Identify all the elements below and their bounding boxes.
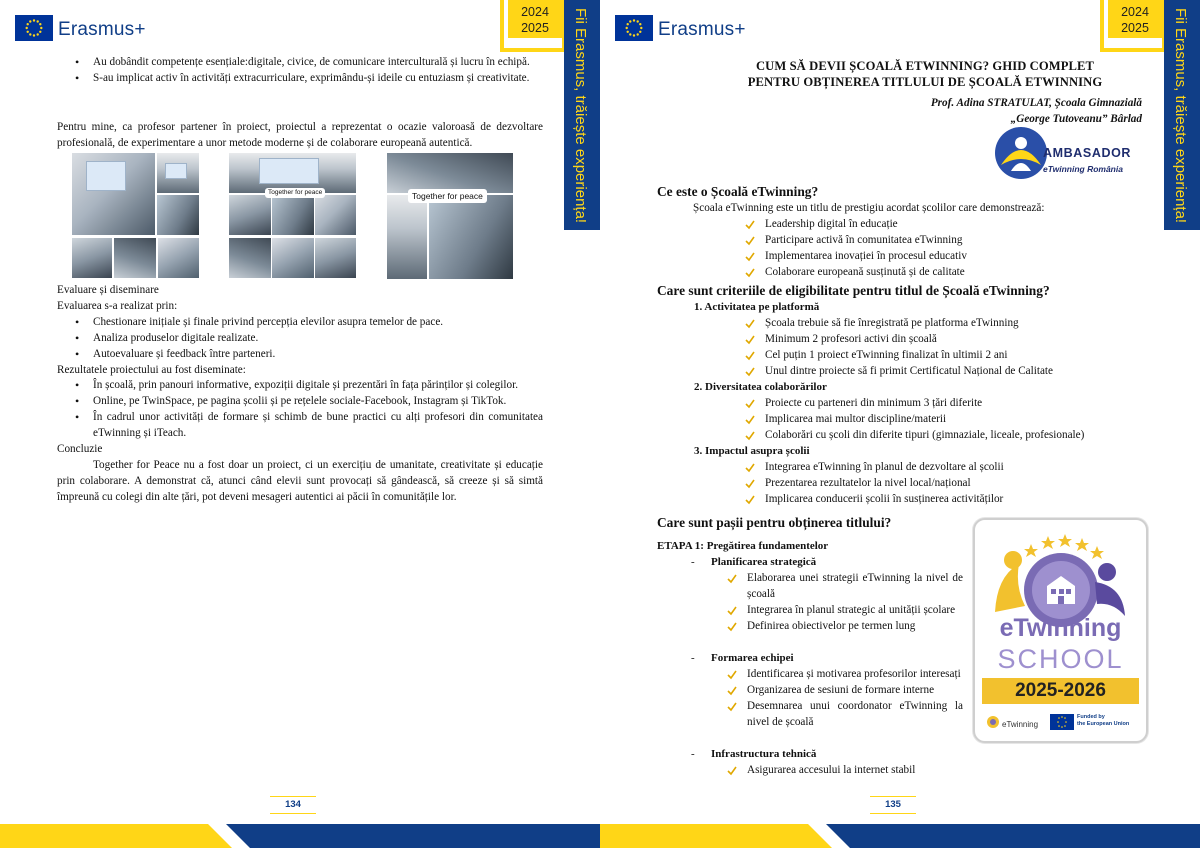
list-item: • S-au implicat activ în activități extracurriculare, exprimându-și ideile cu entuziasm și creativitate.	[73, 71, 543, 87]
list-item: Cel puțin 1 proiect eTwinning finalizat în ultimii 2 ani	[745, 348, 1165, 364]
etwinning-school-badge	[973, 518, 1148, 743]
author-line: Prof. Adina STRATULAT, Școala Gimnazială	[930, 97, 1142, 109]
photo	[158, 238, 199, 278]
photo	[429, 195, 513, 279]
section-heading: Care sunt pașii pentru obținerea titlului?	[657, 515, 892, 530]
section-heading: Ce este o Școală eTwinning?	[657, 184, 819, 199]
erasmus-logo	[15, 15, 155, 45]
list-item: • Chestionare inițiale și finale privind percepția elevilor asupra temelor de pace.	[73, 315, 543, 331]
check-icon	[727, 622, 737, 632]
list-item: Implicarea conducerii școlii în susținerea activităților	[745, 492, 1165, 508]
badge-years: 2025-2026	[982, 678, 1139, 704]
check-icon	[745, 431, 755, 441]
check-icon	[727, 766, 737, 776]
side-slogan-band	[1164, 0, 1200, 230]
check-icon	[727, 670, 737, 680]
footer-stripe	[0, 824, 600, 848]
list-item: Participare activă în comunitatea eTwinning	[745, 233, 1145, 249]
ambassador-subtitle: eTwinning România	[1043, 164, 1123, 174]
check-icon	[745, 399, 755, 409]
photo	[387, 195, 427, 279]
ambassador-title: AMBASADOR	[1043, 146, 1132, 160]
section-heading: Care sunt criteriile de eligibilitate pentru titlul de Școală eTwinning?	[657, 283, 1050, 298]
list-item: Unul dintre proiecte să fi primit Certificatul Național de Calitate	[745, 364, 1165, 380]
list-item: Desemnarea unui coordonator eTwinning la nivel de școală	[727, 699, 963, 731]
check-icon	[745, 479, 755, 489]
check-icon	[727, 574, 737, 584]
list-item: • Analiza produselor digitale realizate.	[73, 331, 543, 347]
list-item: Școala trebuie să fie înregistrată pe platforma eTwinning	[745, 316, 1165, 332]
ambassador-logo	[993, 125, 1173, 181]
check-icon	[727, 702, 737, 712]
year-end: 2025	[521, 21, 549, 35]
eu-flag-icon	[1050, 714, 1074, 730]
check-icon	[745, 319, 755, 329]
list-item: Minimum 2 profesori activi din școală	[745, 332, 1165, 348]
list-item: • În cadrul unor activități de formare și schimb de bune practici cu alți profesori din comunitatea eTwinning și iTeach.	[73, 410, 543, 442]
badge-footer	[985, 713, 1135, 733]
side-slogan: Fii Erasmus, trăiește experiența!	[571, 8, 589, 224]
photo	[229, 153, 356, 193]
check-icon	[745, 415, 755, 425]
article-title	[660, 58, 1190, 90]
criteria-list	[745, 316, 1165, 380]
criteria-list	[745, 460, 1165, 508]
list-item: Identificarea și motivarea profesorilor interesați	[727, 667, 963, 683]
photo	[272, 195, 314, 235]
list-item: Colaborări cu școli din diferite tipuri (gimnaziale, liceale, profesionale)	[745, 428, 1165, 444]
list-item: • Autoevaluare și feedback între parteneri.	[73, 347, 543, 363]
etwinning-small-icon	[985, 715, 1001, 729]
check-icon	[727, 686, 737, 696]
check-icon	[745, 220, 755, 230]
side-slogan-band	[564, 0, 600, 230]
check-icon	[745, 463, 755, 473]
list-item: Organizarea de sesiuni de formare interne	[727, 683, 963, 699]
criteria-list	[745, 217, 1145, 281]
year-start: 2024	[1121, 5, 1149, 19]
photo-caption: Together for peace	[408, 189, 487, 203]
photo	[315, 238, 356, 278]
photo	[114, 238, 156, 278]
list-item: Proiecte cu parteneri din minimum 3 țări diferite	[745, 396, 1165, 412]
title-line: PENTRU OBȚINEREA TITLULUI DE ȘCOALĂ ETWINNING	[747, 75, 1103, 89]
conclusion-text: Together for Peace nu a fost doar un proiect, ci un exercițiu de umanitate, creativitate și educație prin colaborare. A demonstrat că, atunci când elevii sunt provocați să gândească, să creeze și să simtă împreună cu colegi din alte țări, pot deveni mesageri autentici ai păcii în comunitățile lor.	[57, 458, 543, 503]
check-icon	[745, 367, 755, 377]
photo	[229, 238, 271, 278]
steps-list	[727, 667, 963, 731]
steps-list	[727, 571, 963, 635]
list-item: Definirea obiectivelor pe termen lung	[727, 619, 963, 635]
evaluation-section	[57, 283, 543, 506]
photo	[72, 238, 112, 278]
list-item: • Online, pe TwinSpace, pe pagina școlii și pe rețelele sociale-Facebook, Instagram și TikTok.	[73, 394, 543, 410]
eu-flag-icon	[615, 15, 653, 41]
photo	[272, 238, 314, 278]
list-item: Colaborare europeană susținută și de calitate	[745, 265, 1145, 281]
list-item: • Au dobândit competențe esențiale:digitale, civice, de comunicare interculturală și lucru în echipă.	[73, 55, 543, 71]
badge-brand: eTwinning	[999, 614, 1122, 642]
list-item: Implicarea mai multor discipline/materii	[745, 412, 1165, 428]
section-intro: Evaluarea s-a realizat prin:	[57, 299, 178, 312]
list-item: Implementarea inovației în procesul educativ	[745, 249, 1145, 265]
side-slogan: Fii Erasmus, trăiește experiența!	[1171, 8, 1189, 224]
subsection-title: - Formarea echipei	[693, 651, 794, 667]
footer-stripe	[600, 824, 1200, 848]
group-title: 1. Activitatea pe platformă	[694, 301, 820, 313]
program-name: Erasmus+	[58, 19, 146, 40]
subsection-title: - Planificarea strategică	[693, 555, 816, 571]
ambassador-emblem-icon	[993, 125, 1049, 181]
list-item: Integrarea în planul strategic al unității școlare	[727, 603, 963, 619]
photo-caption: Together for peace	[265, 188, 325, 198]
year-box	[1100, 0, 1166, 52]
author-block	[931, 95, 1142, 127]
erasmus-logo	[615, 15, 755, 45]
check-icon	[745, 335, 755, 345]
program-name: Erasmus+	[658, 19, 746, 40]
list-item: Leadership digital în educație	[745, 217, 1145, 233]
check-icon	[727, 606, 737, 616]
top-bullets	[73, 55, 543, 87]
check-icon	[745, 236, 755, 246]
section-intro: Rezultatele proiectului au fost diseminate:	[57, 363, 246, 376]
section-heading: Evaluare și diseminare	[57, 284, 159, 296]
page-number: 134	[270, 796, 316, 814]
section-intro: Școala eTwinning este un titlu de prestigiu acordat școlilor care demonstrează:	[693, 202, 1045, 214]
list-item: Integrarea eTwinning în planul de dezvoltare al școlii	[745, 460, 1165, 476]
funded-by-text: Funded by the European Union	[1077, 714, 1130, 727]
criteria-list	[745, 396, 1165, 444]
photo	[229, 195, 271, 235]
list-item: Prezentarea rezultatelor la nivel local/național	[745, 476, 1165, 492]
page-number: 135	[870, 796, 916, 814]
check-icon	[745, 268, 755, 278]
badge-footer-brand: eTwinning	[1002, 720, 1039, 729]
check-icon	[745, 351, 755, 361]
photo	[387, 153, 513, 193]
year-start: 2024	[521, 5, 549, 19]
photo	[157, 153, 199, 193]
photo	[157, 195, 199, 235]
subsection-title: - Infrastructura tehnică	[693, 747, 816, 763]
check-icon	[745, 495, 755, 505]
title-line: CUM SĂ DEVII ȘCOALĂ ETWINNING? GHID COMPLET	[755, 59, 1095, 73]
badge-label: SCHOOL	[997, 644, 1124, 674]
list-item: • În școală, prin panouri informative, expoziții digitale și prezentări în fața părinților și colegilor.	[73, 378, 543, 394]
steps-list	[727, 763, 963, 779]
year-box	[500, 0, 566, 52]
group-title: 2. Diversitatea colaborărilor	[694, 381, 827, 393]
author-line: „George Tutoveanu” Bârlad	[1010, 113, 1142, 125]
conclusion-heading: Concluzie	[57, 443, 103, 456]
stage-title: ETAPA 1: Pregătirea fundamentelor	[657, 540, 829, 552]
partner-paragraph: Pentru mine, ca profesor partener în proiect, proiectul a reprezentat o ocazie valoroasă de dezvoltare profesională, de experimentare a unor metode moderne și de colaborare europeană autentică.	[57, 121, 543, 149]
list-item: Asigurarea accesului la internet stabil	[727, 763, 963, 779]
photo	[72, 153, 155, 235]
group-title: 3. Impactul asupra școlii	[694, 445, 810, 457]
photo	[315, 195, 356, 235]
list-item: Elaborarea unei strategii eTwinning la nivel de școală	[727, 571, 963, 603]
year-end: 2025	[1121, 21, 1149, 35]
eu-flag-icon	[15, 15, 53, 41]
check-icon	[745, 252, 755, 262]
